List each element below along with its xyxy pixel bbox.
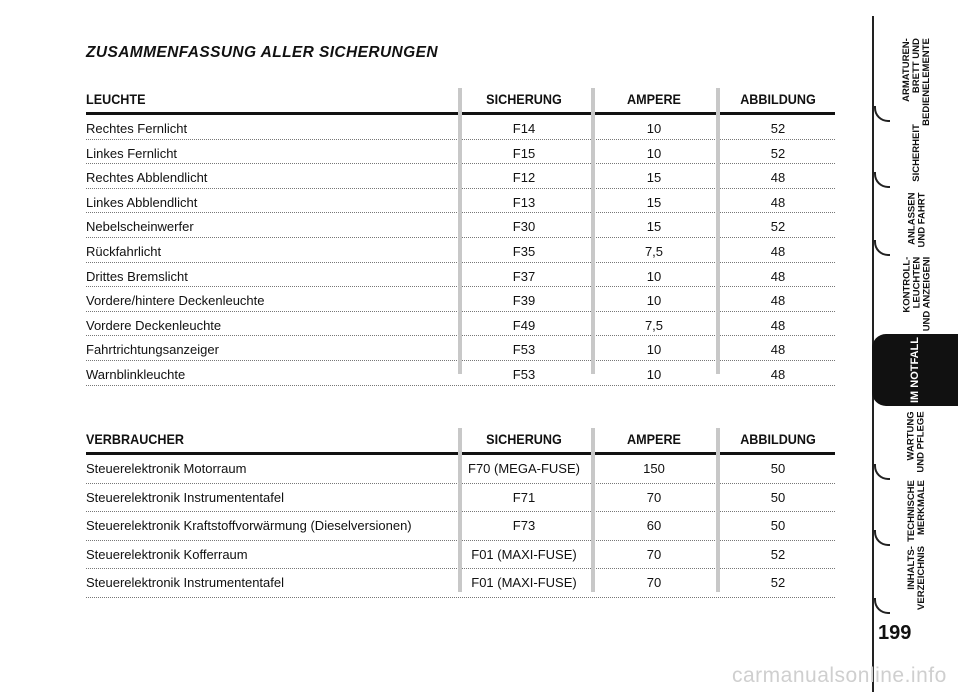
tab-section-4[interactable]: [874, 254, 960, 334]
column-separator: [591, 428, 595, 592]
cell-figure: 48: [770, 170, 786, 186]
cell-ampere: 70: [646, 546, 662, 562]
cell-figure: 48: [770, 342, 786, 358]
cell-ampere: 15: [646, 170, 662, 186]
cell-name: Vordere Deckenleuchte: [86, 317, 222, 333]
tab-label: WARTUNG UND PFLEGE: [905, 411, 927, 473]
page-number: 199: [878, 622, 912, 644]
column-separator: [458, 88, 462, 374]
cell-fuse: F73: [512, 518, 536, 534]
tab-label: ARMATUREN- BRETT UND BEDIENELEMENTE: [901, 38, 932, 126]
cell-name: Steuerelektronik Kofferraum: [86, 546, 248, 562]
cell-ampere: 70: [646, 575, 662, 591]
watermark: carmanualsonline.info: [732, 664, 947, 687]
cell-figure: 50: [770, 489, 786, 505]
tab-label: ANLASSEN UND FAHRT: [905, 192, 927, 248]
cell-figure: 52: [770, 575, 786, 591]
cell-fuse: F01 (MAXI-FUSE): [471, 575, 577, 591]
cell-name: Rückfahrlicht: [86, 243, 162, 259]
header-ampere: AMPERE: [627, 91, 681, 107]
cell-ampere: 7,5: [644, 317, 664, 333]
cell-fuse: F35: [512, 243, 536, 259]
cell-figure: 48: [770, 317, 786, 333]
cell-fuse: F71: [512, 489, 536, 505]
column-separator: [716, 88, 720, 374]
cell-fuse: F15: [512, 145, 536, 161]
tab-label: IM NOTFALL: [909, 337, 921, 403]
cell-fuse: F13: [512, 194, 536, 210]
header-abbildung: ABBILDUNG: [740, 431, 816, 447]
header-verbraucher: VERBRAUCHER: [86, 431, 185, 447]
cell-fuse: F49: [512, 317, 536, 333]
cell-name: Warnblinkleuchte: [86, 366, 186, 382]
cell-figure: 48: [770, 366, 786, 382]
cell-name: Steuerelektronik Instrumententafel: [86, 489, 284, 505]
cell-ampere: 70: [646, 489, 662, 505]
cell-figure: 50: [770, 518, 786, 534]
cell-figure: 48: [770, 268, 786, 284]
cell-ampere: 10: [646, 268, 662, 284]
cell-name: Fahrtrichtungsanzeiger: [86, 342, 219, 358]
cell-name: Linkes Abblendlicht: [86, 194, 198, 210]
cell-name: Rechtes Abblendlicht: [86, 170, 208, 186]
cell-figure: 52: [770, 121, 786, 136]
cell-ampere: 15: [646, 219, 662, 235]
cell-fuse: F01 (MAXI-FUSE): [471, 546, 577, 562]
page-title: ZUSAMMENFASSUNG ALLER SICHERUNGEN: [86, 44, 438, 61]
column-separator: [458, 428, 462, 592]
tab-section-5[interactable]: [872, 334, 958, 406]
cell-fuse: F53: [512, 342, 536, 358]
tab-label: SICHERHEIT: [910, 124, 922, 182]
cell-name: Nebelscheinwerfer: [86, 219, 194, 235]
cell-ampere: 10: [646, 293, 662, 309]
cell-figure: 52: [770, 145, 786, 161]
tab-label: TECHNISCHE MERKMALE: [905, 480, 927, 542]
cell-name: Steuerelektronik Instrumententafel: [86, 575, 284, 591]
cell-name: Steuerelektronik Motorraum: [86, 461, 247, 476]
header-sicherung: SICHERUNG: [486, 431, 562, 447]
header-abbildung: ABBILDUNG: [740, 91, 816, 107]
cell-ampere: 10: [646, 121, 662, 136]
column-separator: [591, 88, 595, 374]
tab-label: INHALTS- VERZEICHNIS: [906, 546, 927, 610]
cell-fuse: F14: [512, 121, 536, 136]
header-sicherung: SICHERUNG: [486, 91, 562, 107]
cell-fuse: F70 (MEGA-FUSE): [468, 461, 580, 476]
cell-name: Rechtes Fernlicht: [86, 121, 188, 136]
cell-ampere: 15: [646, 194, 662, 210]
cell-name: Drittes Bremslicht: [86, 268, 188, 284]
cell-fuse: F39: [512, 293, 536, 309]
cell-ampere: 10: [646, 145, 662, 161]
cell-name: Linkes Fernlicht: [86, 145, 178, 161]
cell-fuse: F37: [512, 268, 536, 284]
column-separator: [716, 428, 720, 592]
cell-figure: 50: [770, 461, 786, 476]
cell-ampere: 10: [646, 342, 662, 358]
header-leuchte: LEUCHTE: [86, 91, 146, 107]
cell-fuse: F30: [512, 219, 536, 235]
cell-ampere: 150: [643, 461, 665, 476]
cell-name: Steuerelektronik Kraftstoffvorwärmung (Dieselversionen): [86, 518, 412, 534]
cell-ampere: 10: [646, 366, 662, 382]
cell-figure: 48: [770, 293, 786, 309]
cell-ampere: 7,5: [644, 243, 664, 259]
cell-fuse: F12: [512, 170, 536, 186]
cell-figure: 48: [770, 243, 786, 259]
cell-ampere: 60: [646, 518, 662, 534]
tab-label: KONTROLL- LEUCHTEN UND ANZEIGENI: [900, 256, 932, 332]
header-ampere: AMPERE: [627, 431, 681, 447]
cell-figure: 48: [770, 194, 786, 210]
cell-name: Vordere/hintere Deckenleuchte: [86, 293, 265, 309]
cell-figure: 52: [770, 219, 786, 235]
cell-fuse: F53: [512, 366, 536, 382]
cell-figure: 52: [770, 546, 786, 562]
